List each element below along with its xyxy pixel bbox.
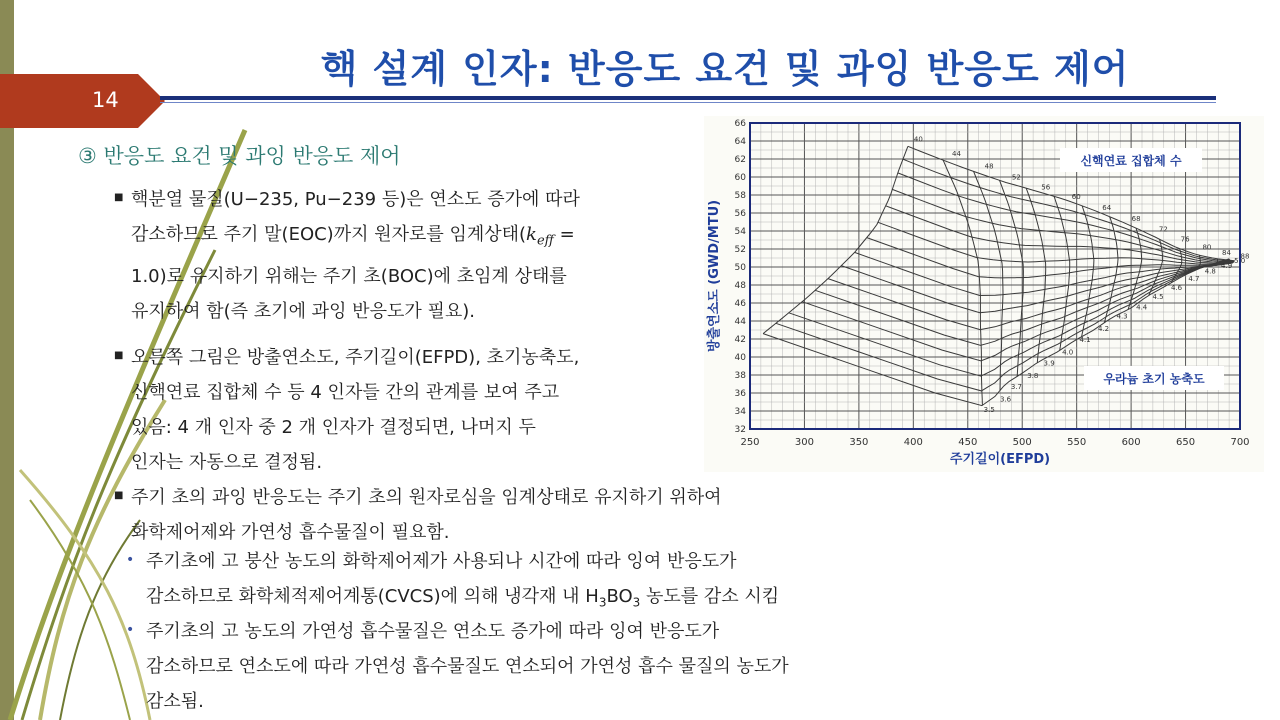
y-tick-label: 58 (734, 191, 746, 201)
y-tick-label: 38 (734, 371, 746, 381)
bullet-2-line-3: 있음: 4 개 인자 중 2 개 인자가 결정되면, 나머지 두 (131, 417, 536, 438)
bullet-2-line-4: 인자는 자동으로 결정됨. (131, 452, 323, 473)
y-tick-label: 62 (734, 155, 746, 165)
assembly-count-label: 48 (984, 162, 994, 171)
assembly-count-label: 68 (1131, 214, 1141, 223)
assembly-count-label: 80 (1202, 243, 1212, 252)
sub-bullet-2-line-2: 감소하므로 연소도에 따라 가연성 흡수물질도 연소되어 가연성 흡수 물질의 농도가 (146, 656, 789, 677)
assembly-count-label: 52 (1011, 173, 1021, 182)
enrichment-label: 4.8 (1204, 267, 1216, 276)
y-tick-label: 50 (734, 263, 746, 273)
k-symbol: k (526, 224, 537, 245)
assembly-count-label: 60 (1071, 193, 1081, 202)
assembly-count-label: 76 (1180, 235, 1190, 244)
title-rule (160, 96, 1216, 100)
enrichment-label: 4.9 (1221, 262, 1233, 271)
bullet-1-text (131, 182, 691, 329)
enrichment-label: 5.0 (1234, 256, 1246, 265)
enrichment-label: 4.4 (1136, 303, 1148, 312)
enrichment-label: 4.6 (1170, 283, 1183, 292)
enrichment-label: 4.7 (1188, 274, 1200, 283)
bullet-3-line-1: 주기 초의 과잉 반응도는 주기 초의 원자로심을 임계상태로 유지하기 위하여 (131, 487, 722, 508)
enrichment-label: 3.6 (1000, 395, 1012, 404)
x-axis-label: 주기길이(EFPD) (949, 452, 1051, 467)
y-tick-label: 56 (734, 209, 746, 219)
x-tick-label: 300 (794, 437, 814, 448)
y-tick-label: 48 (734, 281, 746, 291)
y-tick-label: 34 (734, 407, 746, 417)
bullet-1-line-1: 핵분열 물질(U−235, Pu−239 등)은 연소도 증가에 따라 (131, 189, 580, 210)
sub-bullet-2-line-3: 감소됨. (146, 691, 204, 712)
x-tick-label: 700 (1230, 437, 1250, 448)
enrichment-label: 4.3 (1116, 312, 1128, 321)
enrichment-curve (828, 262, 1231, 329)
enrichment-label: 4.2 (1098, 325, 1110, 334)
sub-bullet-1-line-2: 감소하므로 화학체적제어계통(CVCS)에 의해 냉각재 내 $H_3BO_3$ 농도를 감소 시킴 (146, 586, 780, 610)
y-tick-label: 54 (734, 227, 746, 237)
eff-subscript: eff (536, 233, 554, 249)
enrichment-label: 3.7 (1010, 382, 1023, 391)
sub-bullet-1-text (146, 544, 936, 621)
sub-bullet-2-text (146, 614, 936, 719)
x-tick-label: 250 (740, 437, 760, 448)
bullet-3-text (131, 480, 941, 550)
slide-title: 핵 설계 인자: 반응도 요건 및 과잉 반응도 제어 (320, 47, 1130, 91)
y-axis-label: 방출연소도 (GWD/MTU) (707, 199, 722, 353)
bullet-marker: ■ (114, 192, 124, 203)
y-tick-label: 64 (734, 137, 746, 147)
legend-top-label: 신핵연료 집합체 수 (1080, 154, 1182, 168)
assembly-count-label: 72 (1158, 225, 1168, 234)
x-tick-label: 500 (1012, 437, 1032, 448)
enrichment-curve (903, 159, 1234, 261)
sub-bullet-2-line-1: 주기초의 고 농도의 가연성 흡수물질은 연소도 증가에 따라 잉여 반응도가 (146, 621, 720, 642)
assembly-curve (1128, 228, 1142, 309)
y-tick-label: 44 (734, 317, 746, 327)
page-number-tab (0, 74, 165, 128)
assembly-count-label: 88 (1240, 252, 1250, 261)
assembly-count-label: 84 (1222, 249, 1231, 257)
bullet-1-line-4: 유지하여 함(즉 초기에 과잉 반응도가 필요). (131, 300, 475, 322)
bullet-marker: ■ (114, 350, 124, 361)
y-tick-label: 32 (734, 425, 746, 435)
equals-sign: = (553, 224, 575, 245)
x-tick-label: 600 (1121, 437, 1141, 448)
y-tick-label: 42 (734, 335, 746, 345)
title-rule-thin (160, 102, 1216, 103)
bullet-1-line-3: 1.0)로 유지하기 위해는 주기 초(BOC)에 초임계 상태를 (131, 265, 567, 287)
sub-bullet-marker: • (126, 552, 135, 568)
assembly-count-label: 64 (1102, 204, 1112, 212)
bullet-2-line-1: 오른쪽 그림은 방출연소도, 주기길이(EFPD), 초기농축도, (131, 347, 580, 368)
x-tick-label: 450 (958, 437, 978, 448)
y-tick-label: 52 (734, 245, 746, 255)
y-tick-label: 40 (734, 353, 746, 363)
bullet-2-text (131, 340, 686, 480)
enrichment-label: 3.5 (983, 406, 995, 415)
x-tick-label: 350 (849, 437, 869, 448)
bullet-marker: ■ (114, 490, 124, 501)
bullet-2-line-2: 신핵연료 집합체 수 등 4 인자들 간의 관계를 보여 주고 (131, 382, 560, 403)
x-tick-label: 550 (1067, 437, 1087, 448)
section-heading: ③ 반응도 요건 및 과잉 반응도 제어 (78, 144, 401, 168)
legend-bottom-label: 우라늄 초기 농축도 (1103, 372, 1205, 386)
enrichment-label: 4.1 (1079, 336, 1091, 344)
y-tick-label: 60 (734, 173, 746, 183)
page-number: 14 (92, 88, 119, 112)
enrichment-label: 3.9 (1043, 359, 1055, 368)
y-tick-label: 36 (734, 389, 746, 399)
enrichment-label: 4.5 (1152, 292, 1164, 301)
sub-bullet-1-line-1: 주기초에 고 붕산 농도의 화학제어제가 사용되나 시간에 따라 잉여 반응도가 (146, 551, 737, 572)
enrichment-label: 3.8 (1027, 372, 1039, 380)
enrichment-label: 4.0 (1062, 348, 1074, 357)
y-tick-label: 46 (734, 299, 746, 309)
burnup-chart (704, 116, 1264, 472)
assembly-count-label: 56 (1041, 183, 1051, 192)
chart-svg (704, 116, 1264, 472)
assembly-count-label: 44 (952, 150, 961, 158)
x-tick-label: 650 (1176, 437, 1196, 448)
bullet-3-line-2: 화학제어제와 가연성 흡수물질이 필요함. (131, 522, 450, 543)
bullet-1-line-2: 감소하므로 주기 말(EOC)까지 원자로를 임계상태($k_{eff}$ = (131, 224, 575, 249)
sub-bullet-marker: • (126, 622, 135, 638)
x-tick-label: 400 (903, 437, 923, 448)
y-tick-label: 66 (734, 119, 746, 129)
assembly-count-label: 40 (913, 135, 923, 144)
